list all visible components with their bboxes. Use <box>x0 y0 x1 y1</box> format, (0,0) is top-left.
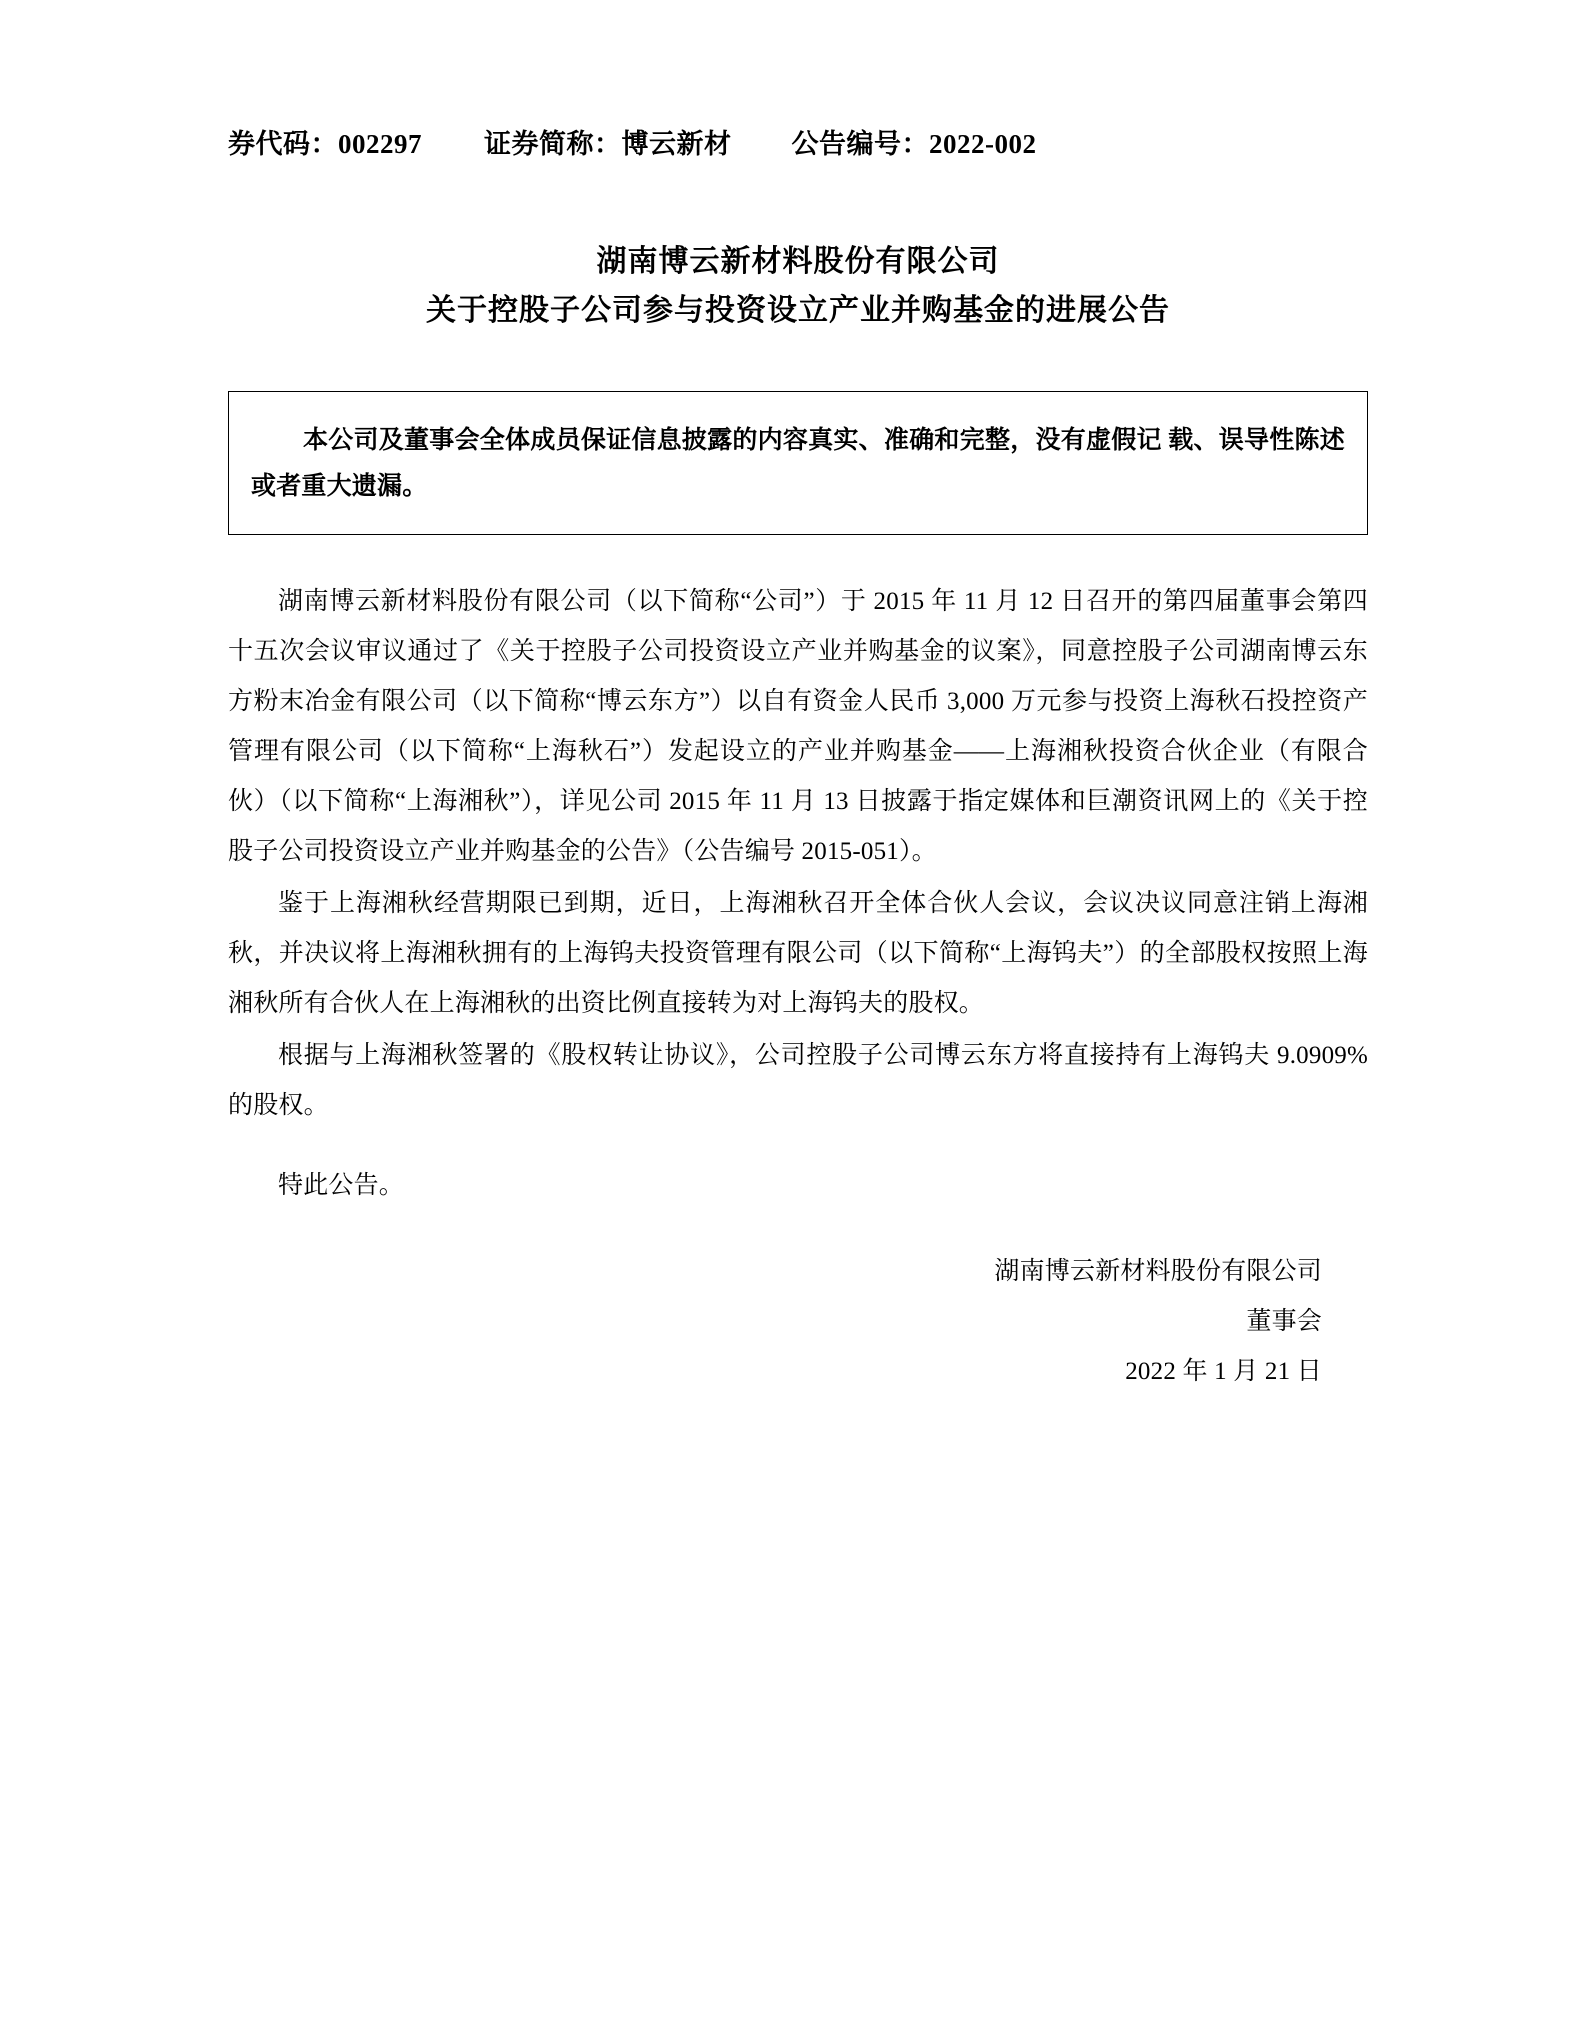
disclaimer-text: 本公司及董事会全体成员保证信息披露的内容真实、准确和完整，没有虚假记 载、误导性陈述或者重大遗漏。 <box>251 426 1345 500</box>
signature-board: 董事会 <box>1246 1308 1322 1336</box>
announcement-number-value: 2022-002 <box>929 129 1037 159</box>
page-title <box>228 238 1368 335</box>
signature-block <box>228 1247 1368 1397</box>
announcement-number-label: 公告编号： <box>791 129 929 159</box>
body-paragraph-closing: 特此公告。 <box>278 1172 405 1200</box>
security-code-label: 券代码： <box>228 129 338 159</box>
page-content <box>228 0 1368 1397</box>
signature-date: 2022 年 1 月 21 日 <box>1125 1358 1322 1386</box>
security-abbr-value: 博云新材 <box>621 129 732 159</box>
body-paragraph: 鉴于上海湘秋经营期限已到期，近日，上海湘秋召开全体合伙人会议，会议决议同意注销上海湘秋，并决议将上海湘秋拥有的上海钨夫投资管理有限公司（以下简称“上海钨夫”）的全部股权按照上海湘秋所有合伙人在上海湘秋的出资比例直接转为对上海钨夫的股权。 <box>228 890 1368 1018</box>
disclaimer-box <box>228 391 1368 536</box>
body-paragraph: 根据与上海湘秋签署的《股权转让协议》，公司控股子公司博云东方将直接持有上海钨夫 9.0909%的股权。 <box>228 1042 1368 1120</box>
document-header-line <box>228 128 1368 160</box>
security-abbr-label: 证券简称： <box>484 129 622 159</box>
body-paragraph: 湖南博云新材料股份有限公司（以下简称“公司”）于 2015 年 11 月 12 日召开的第四届董事会第四十五次会议审议通过了《关于控股子公司投资设立产业并购基金的议案》，同意控股子公司湖南博云东方粉末冶金有限公司（以下简称“博云东方”）以自有资金人民币 3,000 万元参与投资上海秋石投控资产管理有限公司（以下简称“上海秋石”）发起设立的产业并购基金——上海湘秋投资合伙企业（有限合伙）（以下简称“上海湘秋”），详见公司 2015 年 11 月 13 日披露于指定媒体和巨潮资讯网上的《关于控股子公司投资设立产业并购基金的公告》（公告编号 2015-051）。 <box>228 588 1368 866</box>
document-body <box>228 577 1368 1211</box>
title-subject: 关于控股子公司参与投资设立产业并购基金的进展公告 <box>426 293 1170 327</box>
title-company-name: 湖南博云新材料股份有限公司 <box>596 245 1000 279</box>
signature-company: 湖南博云新材料股份有限公司 <box>994 1258 1322 1286</box>
security-code-value: 002297 <box>338 129 422 159</box>
